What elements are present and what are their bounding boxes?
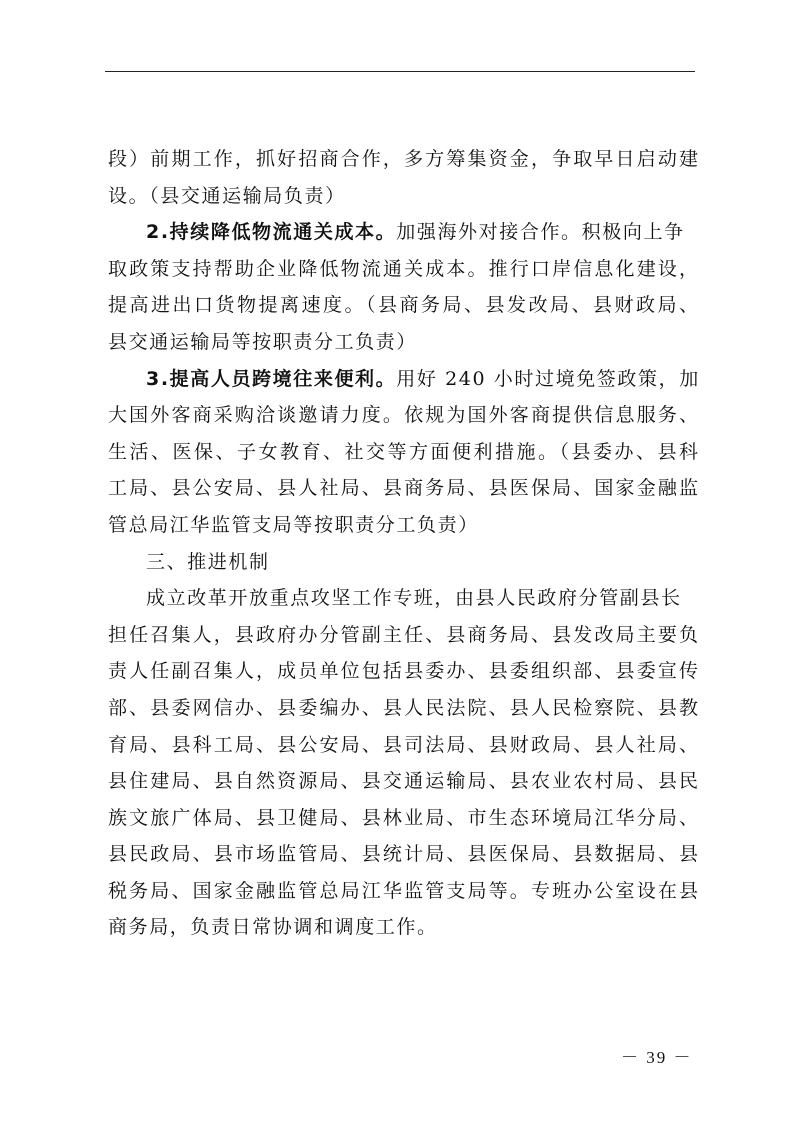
item-3-heading: 3.提高人员跨境往来便利。 — [146, 367, 397, 390]
body-line: 大国外客商采购洽谈邀请力度。依规为国外客商提供信息服务、 — [108, 404, 698, 427]
body-line: 段）前期工作，抓好招商合作，多方筹集资金，争取早日启动建 — [108, 148, 698, 170]
body-line: 县民政局、县市场监管局、县统计局、县医保局、县数据局、县 — [108, 843, 698, 866]
body-line: 设。（县交通运输局负责） — [108, 184, 346, 207]
document-body — [108, 141, 698, 946]
page-number: － 39 － — [621, 1048, 693, 1067]
body-line: 商务局，负责日常协调和调度工作。 — [108, 916, 438, 939]
item-2-text: 加强海外对接合作。积极向上争 — [396, 221, 685, 244]
item-2-paragraph — [108, 214, 698, 251]
body-line: 育局、县科工局、县公安局、县司法局、县财政局、县人社局、 — [108, 733, 698, 756]
body-line: 成立改革开放重点攻坚工作专班，由县人民政府分管副县长 — [146, 587, 682, 610]
body-line: 取政策支持帮助企业降低物流通关成本。推行口岸信息化建设， — [108, 257, 698, 280]
header-rule — [105, 71, 695, 72]
item-3-paragraph — [108, 361, 698, 398]
body-line: 提高进出口货物提离速度。（县商务局、县发改局、县财政局、 — [108, 294, 698, 317]
section-heading: 三、推进机制 — [146, 550, 270, 573]
body-line: 部、县委网信办、县委编办、县人民法院、县人民检察院、县教 — [108, 696, 698, 719]
body-line: 税务局、国家金融监管总局江华监管支局等。专班办公室设在县 — [108, 879, 698, 902]
body-line: 工局、县公安局、县人社局、县商务局、县医保局、国家金融监 — [108, 477, 698, 500]
body-line: 县住建局、县自然资源局、县交通运输局、县农业农村局、县民 — [108, 770, 698, 793]
body-line: 管总局江华监管支局等按职责分工负责） — [108, 513, 479, 536]
item-2-heading: 2.持续降低物流通关成本。 — [146, 221, 397, 244]
body-line: 生活、医保、子女教育、社交等方面便利措施。（县委办、县科 — [108, 440, 698, 463]
body-line: 责人任副召集人，成员单位包括县委办、县委组织部、县委宣传 — [108, 660, 698, 683]
item-3-text: 用好 240 小时过境免签政策，加 — [396, 367, 700, 390]
body-line: 担任召集人，县政府办分管副主任、县商务局、县发改局主要负 — [108, 623, 698, 646]
body-line: 族文旅广体局、县卫健局、县林业局、市生态环境局江华分局、 — [108, 806, 698, 829]
body-line: 县交通运输局等按职责分工负责） — [108, 330, 418, 353]
